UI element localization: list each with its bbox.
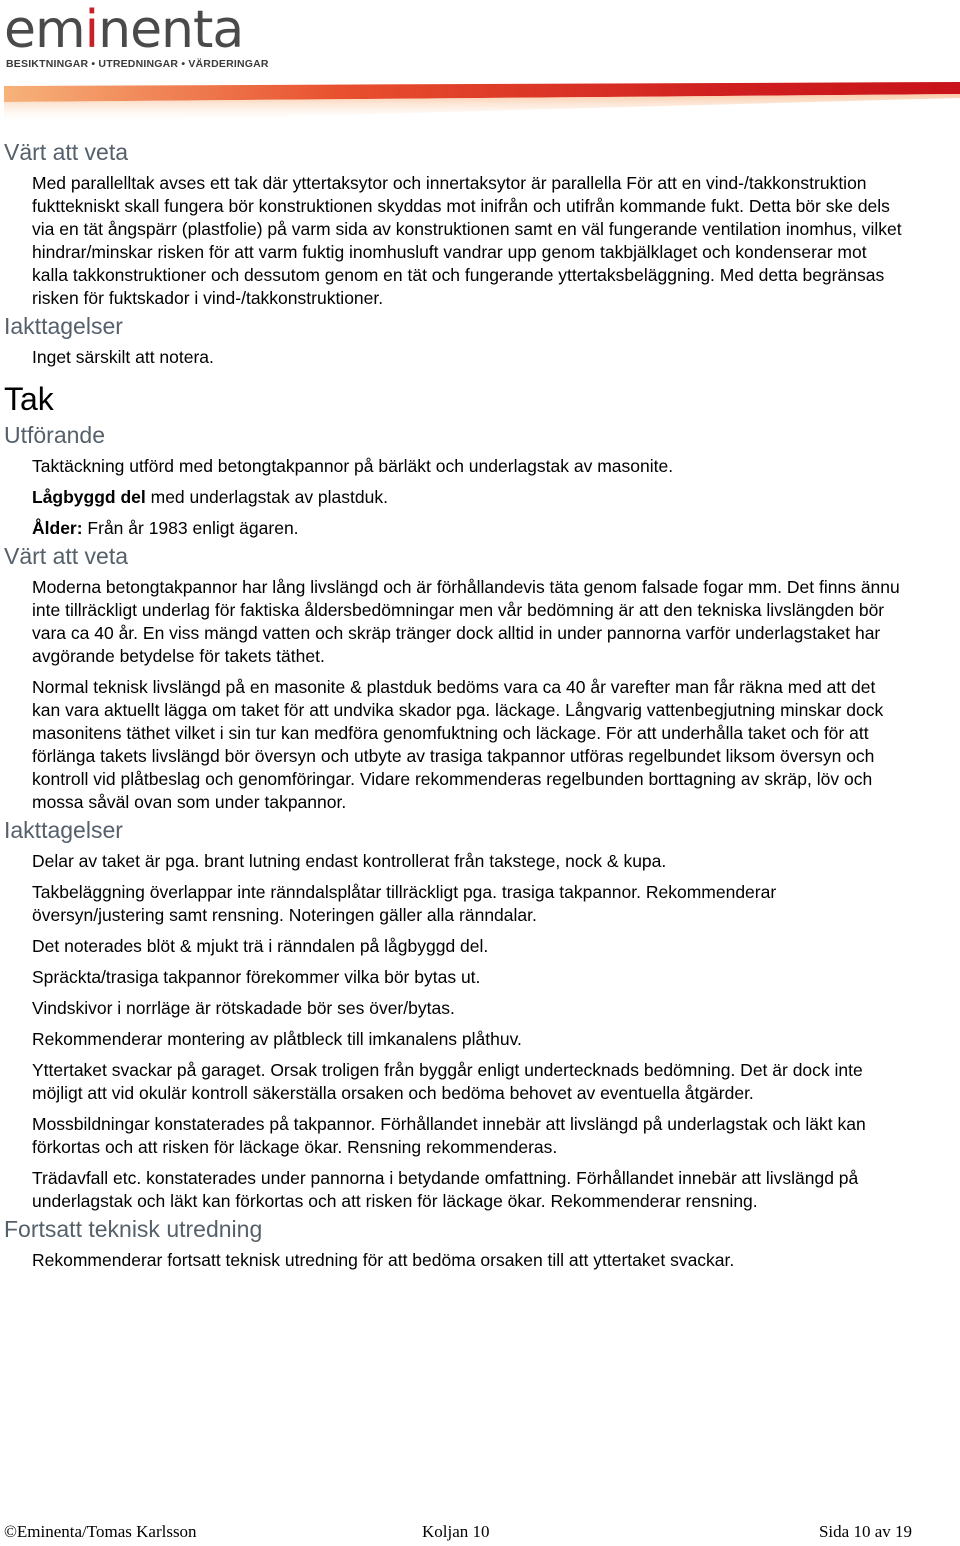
paragraph: Vindskivor i norrläge är rötskadade bör ses över/bytas. (32, 998, 455, 1018)
chapter-heading: Tak (4, 381, 54, 417)
header-band (4, 82, 960, 124)
section-heading: Iakttagelser (4, 817, 123, 843)
logo-tagline: BESIKTNINGAR • UTREDNINGAR • VÄRDERINGAR (6, 58, 269, 70)
paragraph: Spräckta/trasiga takpannor förekommer vilka bör bytas ut. (32, 967, 481, 987)
paragraph: Moderna betongtakpannor har lång livslängd och är förhållandevis täta genom falsade fogar mm. Det finns ännu inte tillräckligt underlag för faktiska åldersbedömningar men vår bedömning är att den tekniska livslängden bör vara ca 40 år. En viss mängd vatten och skräp tränger dock alltid in under pannorna varför underlagstaket har avgörande betydelse för takets täthet. (32, 577, 900, 666)
section-heading: Fortsatt teknisk utredning (4, 1216, 263, 1242)
page-footer (4, 1522, 912, 1544)
paragraph: Det noterades blöt & mjukt trä i ränndalen på lågbyggd del. (32, 936, 489, 956)
logo-wordmark: eminenta (4, 0, 244, 60)
paragraph: Rekommenderar montering av plåtbleck till imkanalens plåthuv. (32, 1029, 522, 1049)
paragraph-label: Lågbyggd del (32, 487, 146, 507)
section-heading: Utförande (4, 422, 106, 448)
footer-page-number: Sida 10 av 19 (818, 1522, 912, 1541)
paragraph: Mossbildningar konstaterades på takpannor. Förhållandet innebär att livslängd på underlagstak och läkt kan förkortas och att risken för läckage ökar. Rensning rekommenderas. (32, 1114, 866, 1157)
paragraph: Med parallelltak avses ett tak där yttertaksytor och innertaksytor är parallella För att en vind-/takkonstruktion fukttekniskt skall fungera bör konstruktionen skyddas mot inifrån och utifrån kommande fukt. Detta bör ske dels via en tät ångspärr (plastfolie) på varm sida av konstruktionen samt en väl fungerande ventilation inomhus, vilket hindrar/minskar risken för att varm fuktig inomhusluft vandrar upp genom takbjälklaget och kondenserar mot kalla takkonstruktioner och dessutom genom en tät och fungerande yttertaksbeläggning. Med detta begränsas risken för fuktskador i vind-/takkonstruktioner. (32, 173, 902, 308)
paragraph: Rekommenderar fortsatt teknisk utredning för att bedöma orsaken till att yttertaket svackar. (32, 1250, 735, 1270)
paragraph: Trädavfall etc. konstaterades under pannorna i betydande omfattning. Förhållandet innebär att livslängd på underlagstak och läkt kan förkortas och att risken för läckage ökar. Rekommenderar rensning. (32, 1168, 859, 1211)
paragraph (32, 486, 904, 509)
paragraph-text: Från år 1983 enligt ägaren. (82, 518, 299, 538)
company-logo (4, 0, 269, 74)
section-heading: Värt att veta (4, 139, 129, 165)
paragraph: Normal teknisk livslängd på en masonite & plastduk bedöms vara ca 40 år varefter man får räkna med att det kan vara aktuellt lägga om taket för att undvika skador pga. läckage. Långvarig vattenbegjutning minskar dock masonitens täthet vilket i sin tur kan medföra genomfuktning och läckage. För att underhålla taket och för att förlänga takets livslängd bör översyn och utbyte av trasiga takpannor utföras regelbundet liksom översyn och kontroll vid plåtbeslag och genomföringar. Vidare rekommenderas regelbunden borttagning av skräp, löv och mossa såväl ovan som under takpannor. (32, 677, 884, 812)
paragraph: Takbeläggning överlappar inte ränndalsplåtar tillräckligt pga. trasiga takpannor. Rekommenderar översyn/justering samt rensning. Noteringen gäller alla ränndalar. (32, 882, 777, 925)
section-heading: Värt att veta (4, 543, 129, 569)
footer-author: ©Eminenta/Tomas Karlsson (4, 1522, 197, 1541)
paragraph: Inget särskilt att notera. (32, 347, 214, 367)
paragraph-label: Ålder: (32, 518, 83, 538)
paragraph-text: med underlagstak av plastduk. (145, 487, 388, 507)
section-heading: Iakttagelser (4, 313, 123, 339)
paragraph: Delar av taket är pga. brant lutning endast kontrollerat från takstege, nock & kupa. (32, 851, 667, 871)
paragraph (32, 517, 904, 540)
paragraph: Taktäckning utförd med betongtakpannor på bärläkt och underlagstak av masonite. (32, 456, 674, 476)
document-body (4, 138, 904, 1272)
paragraph: Yttertaket svackar på garaget. Orsak troligen från byggår enligt undertecknads bedömning. Det är dock inte möjligt att vid okulär kontroll säkerställa orsaken och bedöma behovet av eventuella åtgärder. (32, 1060, 863, 1103)
footer-property: Koljan 10 (422, 1522, 490, 1541)
